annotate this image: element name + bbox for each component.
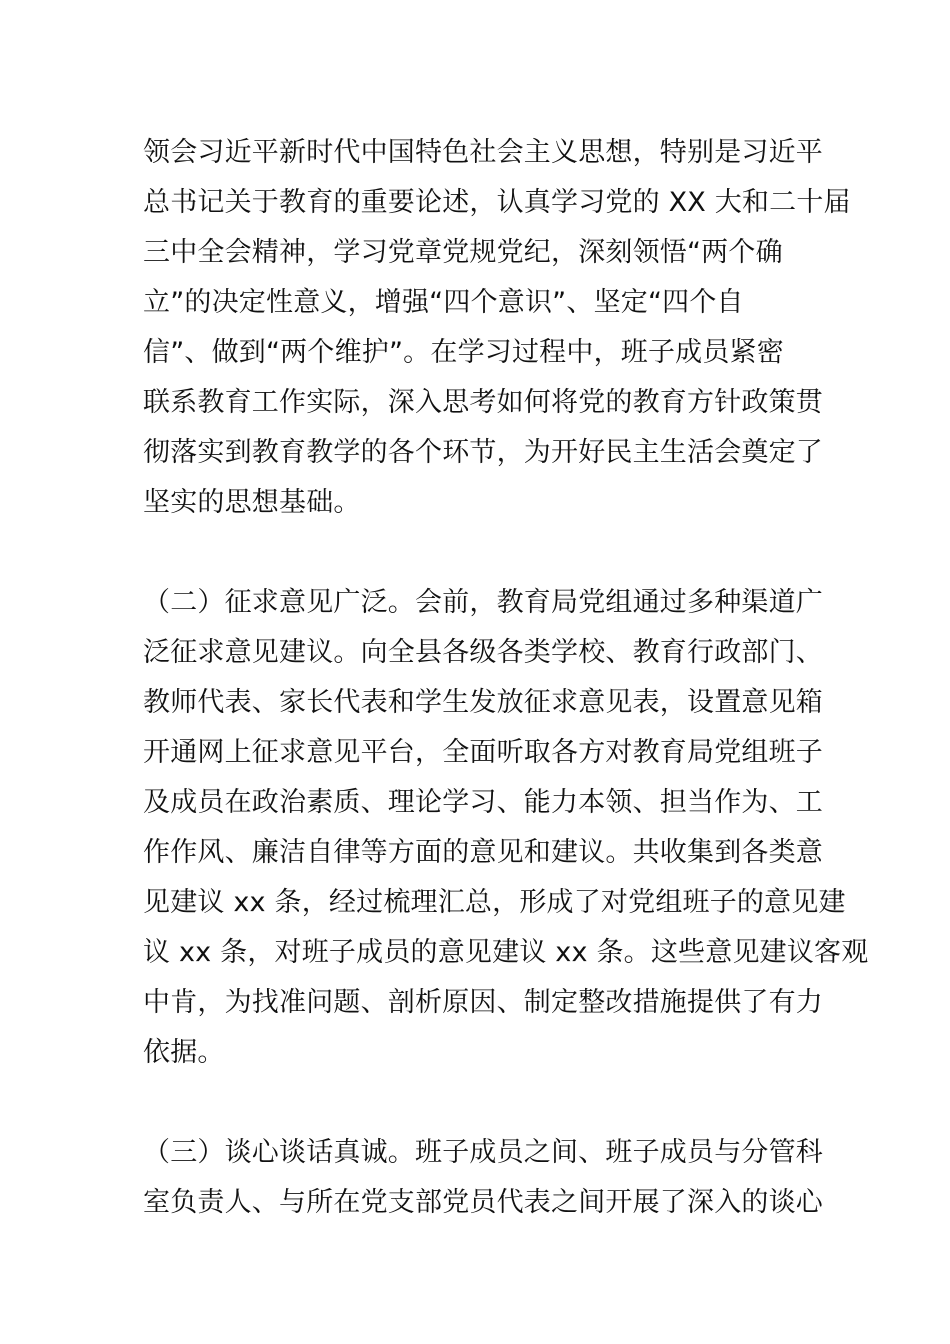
text-line: （二）征求意见广泛。会前，教育局党组通过多种渠道广: [143, 587, 823, 618]
paragraph-gap: [143, 528, 813, 578]
text-line: 作作风、廉洁自律等方面的意见和建议。共收集到各类意: [143, 837, 823, 868]
text-line: 议 xx 条，对班子成员的意见建议 xx 条。这些意见建议客观: [143, 937, 869, 968]
text-line: 立”的决定性意义，增强“四个意识”、坚定“四个自: [143, 287, 744, 318]
text-line: 见建议 xx 条，经过梳理汇总，形成了对党组班子的意见建: [143, 887, 846, 918]
text-line: 及成员在政治素质、理论学习、能力本领、担当作为、工: [143, 787, 823, 818]
text-line: 彻落实到教育教学的各个环节，为开好民主生活会奠定了: [143, 437, 823, 468]
text-line: 信”、做到“两个维护”。在学习过程中，班子成员紧密: [143, 337, 784, 368]
text-line: 联系教育工作实际，深入思考如何将党的教育方针政策贯: [143, 387, 823, 418]
text-line: 室负责人、与所在党支部党员代表之间开展了深入的谈心: [143, 1187, 823, 1218]
paragraph-study: [143, 128, 851, 528]
paragraph-talks: [143, 1128, 823, 1228]
paragraph-gap: [143, 1078, 813, 1128]
text-line: 总书记关于教育的重要论述，认真学习党的 XX 大和二十届: [143, 187, 851, 218]
text-line: 教师代表、家长代表和学生发放征求意见表，设置意见箱: [143, 687, 823, 718]
document-body: [143, 128, 869, 1228]
text-line: （三）谈心谈话真诚。班子成员之间、班子成员与分管科: [143, 1137, 823, 1168]
text-line: 泛征求意见建议。向全县各级各类学校、教育行政部门、: [143, 637, 823, 668]
text-line: 开通网上征求意见平台，全面听取各方对教育局党组班子: [143, 737, 823, 768]
text-line: 中肯，为找准问题、剖析原因、制定整改措施提供了有力: [143, 987, 823, 1018]
text-line: 领会习近平新时代中国特色社会主义思想，特别是习近平: [143, 137, 823, 168]
text-line: 三中全会精神，学习党章党规党纪，深刻领悟“两个确: [143, 237, 783, 268]
text-line: 依据。: [143, 1037, 225, 1068]
text-line: 坚实的思想基础。: [143, 487, 361, 518]
paragraph-opinions: [143, 578, 869, 1078]
